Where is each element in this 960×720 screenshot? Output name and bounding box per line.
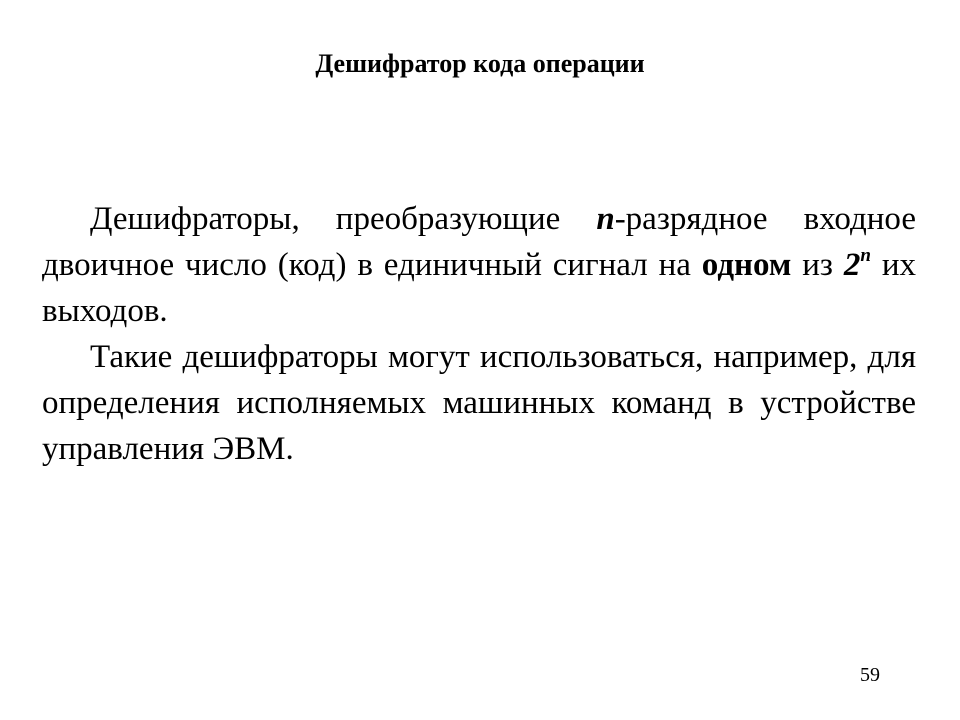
power-exponent: n xyxy=(860,245,871,266)
paragraph1-text-3: из xyxy=(791,247,844,283)
power-base: 2 xyxy=(843,247,861,283)
bold-word-one: одном xyxy=(701,247,792,283)
paragraph-decoder-definition xyxy=(42,196,916,334)
paragraph-decoder-usage: Такие дешифраторы могут использоваться, например, для определения исполняемых машинных команд в устройстве управления ЭВМ. xyxy=(42,339,916,467)
slide-title: Дешифратор кода операции xyxy=(315,49,645,78)
paragraph1-text-1: Дешифраторы, преобразующие xyxy=(90,201,597,237)
paragraph1-text-2: -разрядное входное двоичное число (код) в единичный сигнал на xyxy=(42,201,916,283)
page-number: 59 xyxy=(860,664,880,686)
slide-body xyxy=(42,196,916,472)
variable-n: n xyxy=(596,201,615,237)
paragraph1-text-4: их выходов. xyxy=(42,247,916,329)
